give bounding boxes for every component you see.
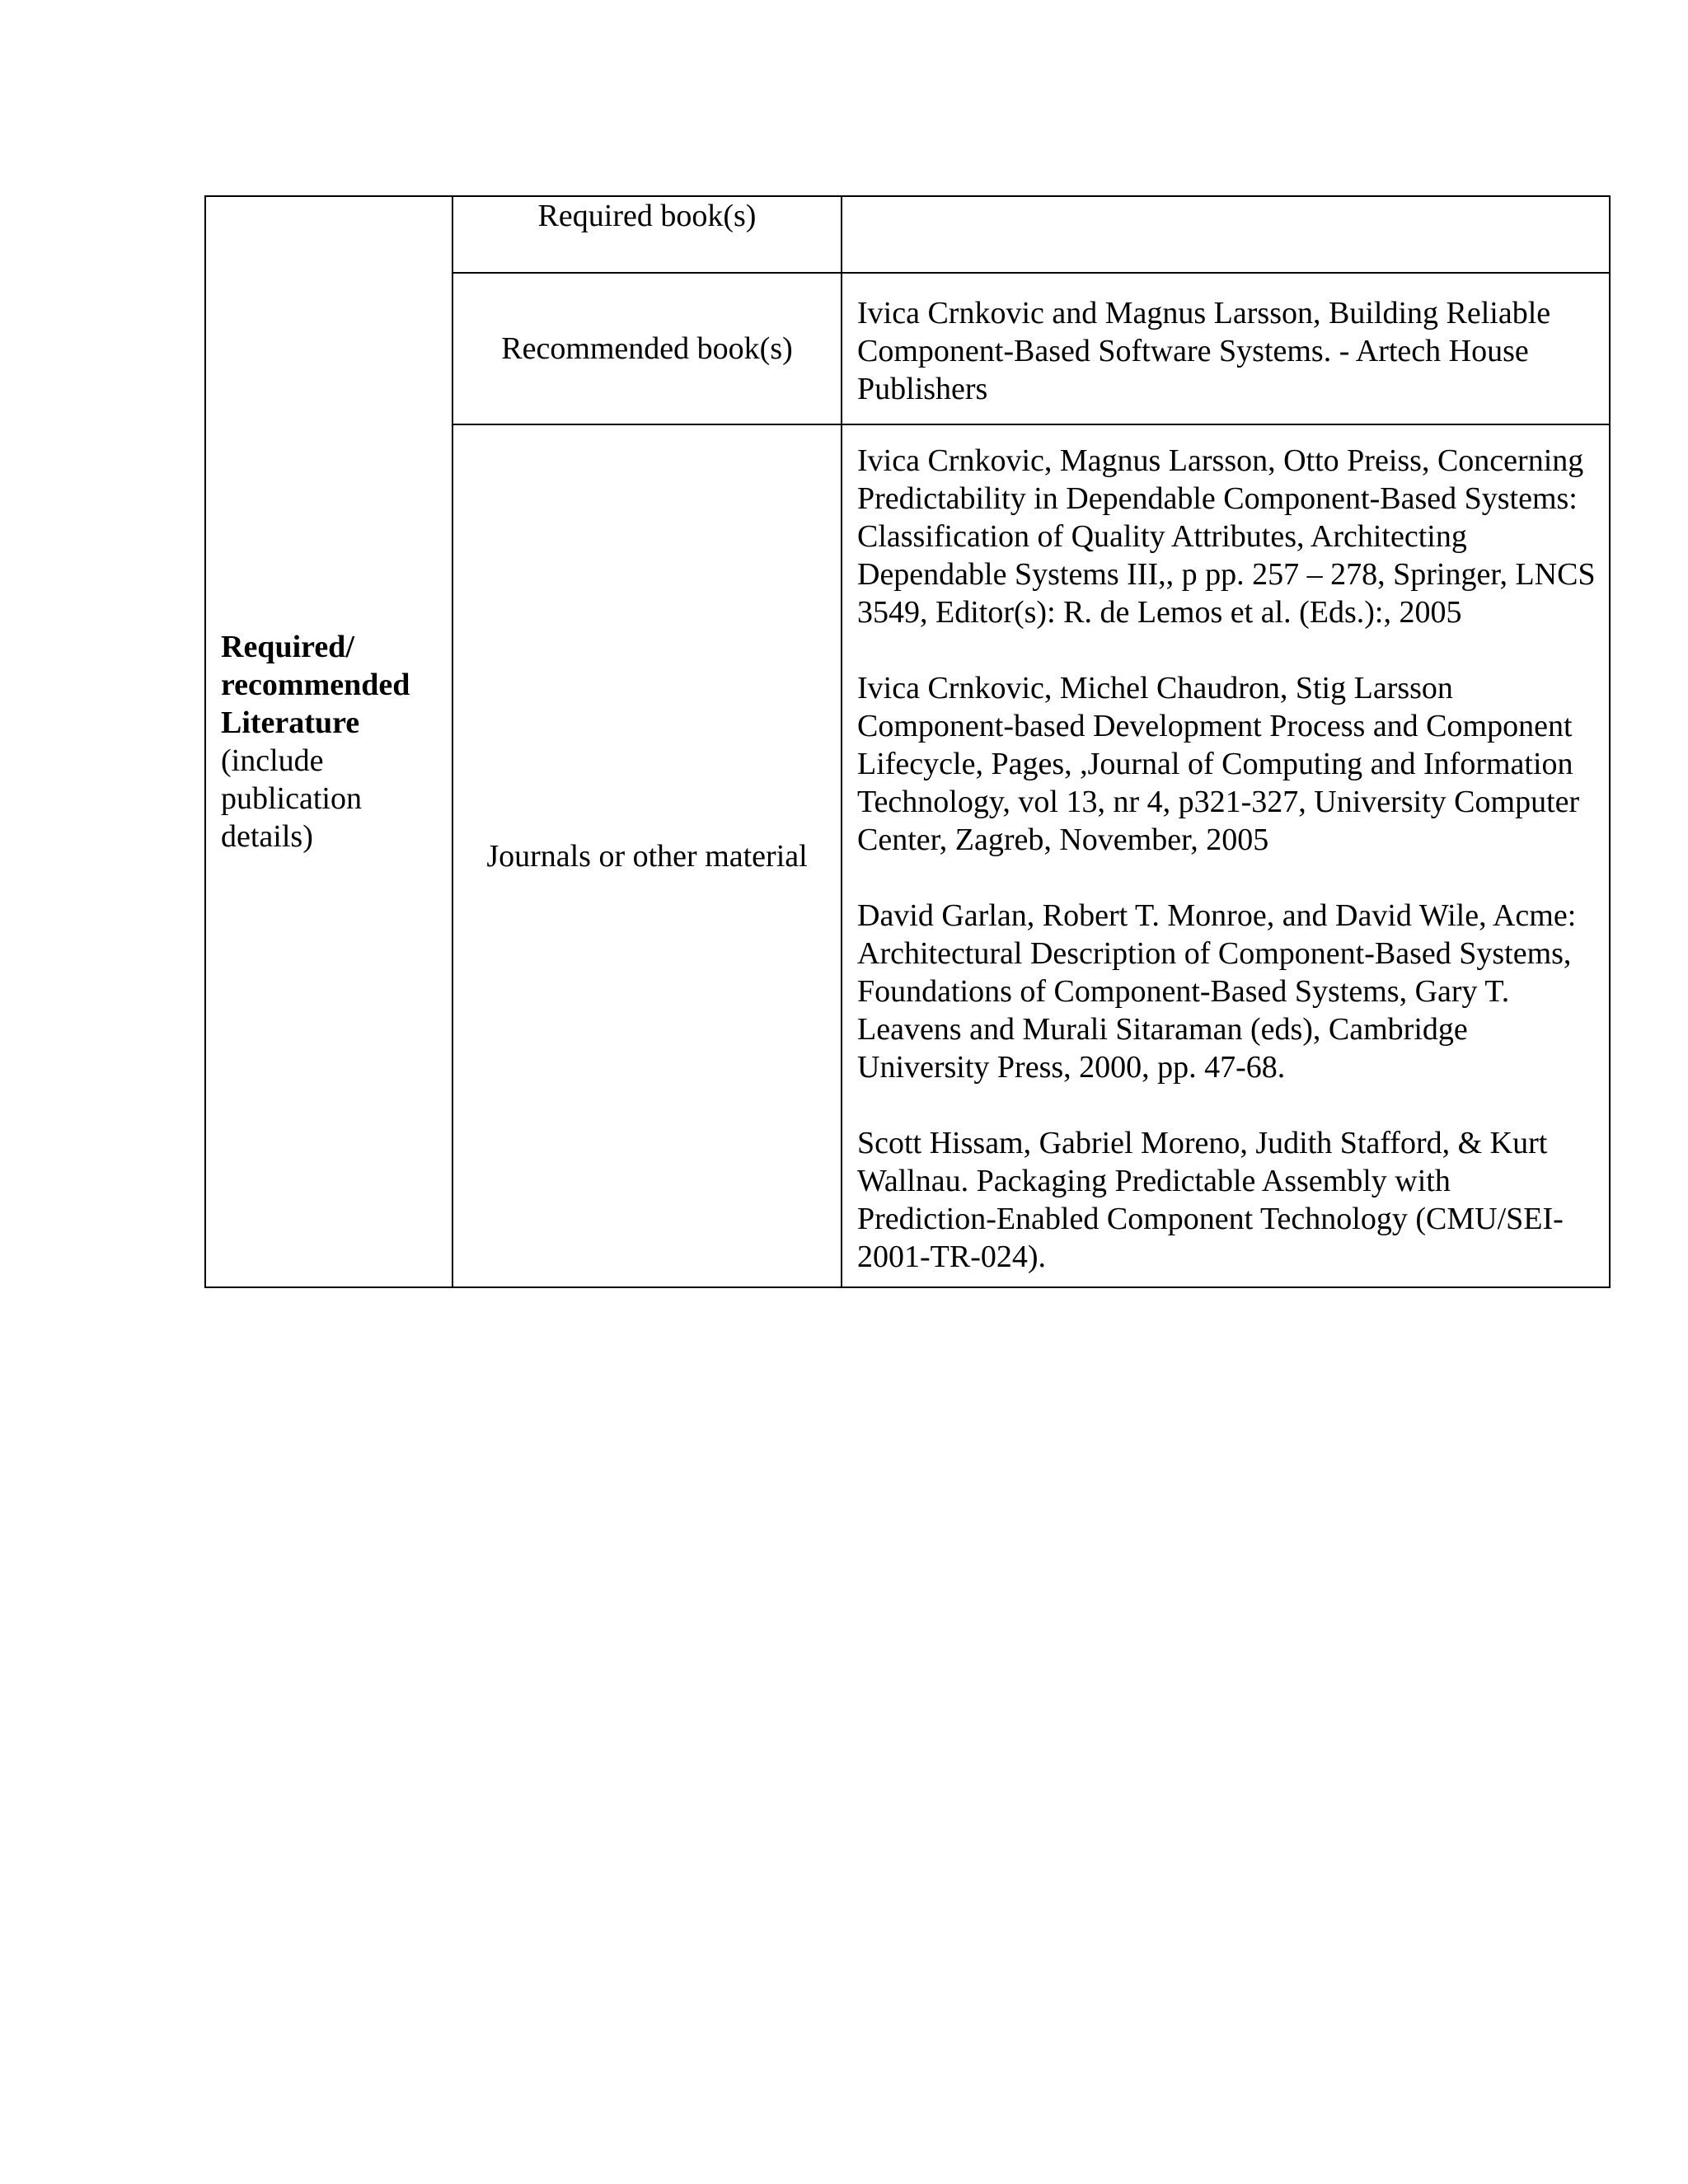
reference-entry: Ivica Crnkovic and Magnus Larsson, Building Reliable Component-Based Software Systems. - Artech House Publishers [857, 296, 1551, 406]
section-label-bold-line: recommended [221, 668, 410, 702]
reference-entry: David Garlan, Robert T. Monroe, and David Wile, Acme: Architectural Description of Component-Based Systems, Foundations of Component-Based Systems, Gary T. Leavens and Murali Sitaraman (eds), Cambridge University Press, 2000, pp. 47-68. [857, 898, 1577, 1085]
section-label-note-line: (include [221, 743, 324, 778]
section-label-cell [205, 196, 452, 1287]
required-books-label: Required book(s) [452, 196, 842, 273]
recommended-books-references [842, 273, 1610, 424]
literature-table [204, 195, 1611, 1288]
table-row [205, 196, 1610, 273]
recommended-books-label: Recommended book(s) [452, 273, 842, 424]
reference-entry: Ivica Crnkovic, Magnus Larsson, Otto Preiss, Concerning Predictability in Dependable Component-Based Systems: Classification of Quality Attributes, Architecting Dependable Systems III,, p pp. 257 – 278, Springer, LNCS 3549, Editor(s): R. de Lemos et al. (Eds.):, 2005 [857, 443, 1596, 630]
section-label-bold-line: Literature [221, 705, 360, 740]
section-label-note-line: details) [221, 819, 313, 854]
section-label-note-line: publication [221, 781, 362, 816]
journals-references [842, 424, 1610, 1287]
reference-entry: Scott Hissam, Gabriel Moreno, Judith Stafford, & Kurt Wallnau. Packaging Predictable Assembly with Prediction-Enabled Component Technology (CMU/SEI-2001-TR-024). [857, 1125, 1564, 1274]
section-label-bold-line: Required/ [221, 630, 354, 664]
required-books-references [842, 196, 1610, 273]
reference-entry: Ivica Crnkovic, Michel Chaudron, Stig Larsson Component-based Development Process and Component Lifecycle, Pages, ,Journal of Computing and Information Technology, vol 13, nr 4, p321-327, University Computer Center, Zagreb, November, 2005 [857, 670, 1580, 857]
journals-label: Journals or other material [452, 424, 842, 1287]
